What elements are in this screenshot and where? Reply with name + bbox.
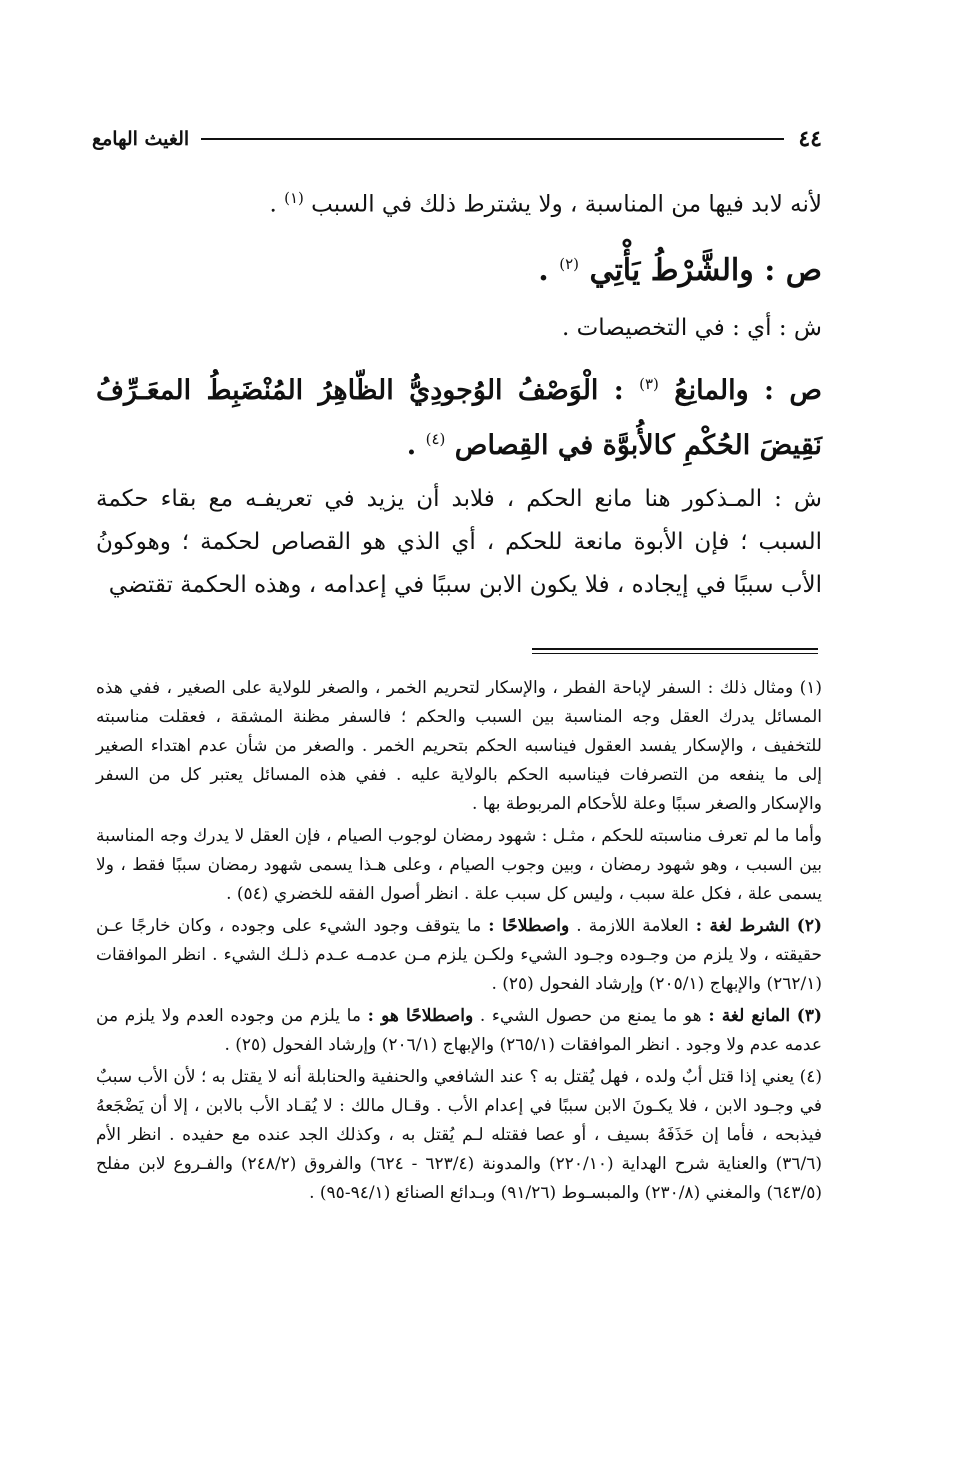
footnote-2-term: الشرط لغة : [695,916,790,936]
page-number: ٤٤ [798,126,822,152]
sharh-line-1: ش : أي : في التخصيصات . [562,314,822,341]
matn-prefix: ص : [764,252,822,288]
footnote-3-text-2: ما يلزم من وجوده العدم ولا يلزم من عدمه عدم ولا وجود . انظر الموافقات (٢٦٥/١) والإبهاج (٢٠٦/١) وإرشاد الفحول (٢٥) . [96,1006,822,1055]
footnote-2-number: (٢) [796,916,822,936]
footnote-3-number: (٣) [796,1006,823,1026]
main-line-1-end: . [269,191,277,218]
matn-prefix-2: ص : [764,374,822,406]
footnote-ref-2: (٢) [559,254,579,273]
matn-impediment [96,360,822,470]
footnote-1-part-2: وأما ما لم تعرف مناسبته للحكم ، مثـل : شهود رمضان لوجوب الصيام ، فإن العقل لا يدرك وجه المناسبة بين السبب ، وهو شهود رمضان ، وبين وجوب الصيام ، وعلى هـذا يسمى شهود رمضان سببًا فقط ، ولا يسمى علة ، فكل علة سبب ، وليس كل سبب علة . انظر أصول الفقه للخضري (٥٤) . [96,826,822,904]
footnote-2-text-1: العلامة اللازمة . [576,916,689,936]
main-text [96,178,822,619]
footnote-3-text-1: هو ما يمنع من حصول الشيء . [479,1006,702,1026]
main-line-1-text: لأنه لابد فيها من المناسبة ، ولا يشترط ذلك في السبب [311,191,822,218]
footnote-separator [532,648,818,654]
footnote-2-text-2: ما يتوقف وجود الشيء على وجوده ، وكان خارجًا عـن حقيقته ، ولا يلزم من وجـوده وجـود الشيء ولكـن يلزم مـن عدمـه عـدم ذلـك الشيء . انظر الموافقات (٢٦٢/١) والإبهاج (٢٠٥/١) وإرشاد الفحول (٢٥) . [96,916,822,994]
matn-impediment-text: : الْوَصْفُ الوُجودِيُّ الظّاهِرُ المُنْضَبِطُ المعَـرِّفُ نَقِيضَ الحُكْمِ كالأُبوَّة في القِصاص [96,374,822,461]
main-line-1 [96,178,822,225]
footnote-2-term-2: واصطلاحًا : [488,916,570,936]
footnote-3 [96,1002,822,1060]
book-title: الغيث الهامع [92,128,190,150]
footnote-4: (٤) يعني إذا قتل أبٌ ولده ، فهل يُقتل به ؟ عند الشافعي والحنفية والحنابلة أنه لا يقتل به ؛ لأن الأب سببٌ في وجـود الابن ، فلا يكـونَ الابن سببًا في إعدام الأب . وقـال مالك : لا يُقـاد الأب بالابن ، إلا أن يَضْجَعهُ فيذبحه ، فأما إن حَذَفَهُ بسيف ، أو عصا فقتله لـم يُقتل به ، وكذلك الجد عنده مع حفيده . انظر الأم (٣٦/٦) والعناية شرح الهداية (٢٢٠/١٠) والمدونة (٦٢٣/٤ - ٦٢٤) والفروق (٢٤٨/٢) والفـروع لابن مفلح (٦٤٣/٥) والمغني (٢٣٠/٨) والمبسـوط (٩١/٢٦) وبـدائع الصنائع (٩٤/١-٩٥) . [96,1067,822,1203]
footnote-ref-1: (١) [284,189,304,207]
matn-impediment-end: . [406,429,417,461]
footnote-3-term: المانع لغة : [708,1006,791,1026]
running-header [92,124,822,154]
matn-impediment-word: والمانِعُ [674,374,749,406]
sharh-paragraph: ش : المـذكور هنا مانع الحكم ، فلابد أن يزيد في تعريفـه مع بقاء حكمة السبب ؛ فإن الأبوة مانعة للحكم ، أي الذي هو القصاص لحكمة ؛ وهوكونُ الأب سببًا في إيجاده ، فلا يكون الابن سببًا في إعدامه ، وهذه الحكمة تقتضي [96,485,822,598]
footnote-ref-4: (٤) [425,429,446,448]
matn-condition [96,237,822,298]
header-rule [201,138,784,140]
footnote-2 [96,912,822,999]
footnote-ref-3: (٣) [639,374,659,393]
matn-condition-text: والشَّرْطُ يَأْتِي [589,252,754,288]
footnote-1-part-1: (١) ومثال ذلك : السفر لإباحة الفطر ، والإسكار لتحريم الخمر ، والصغر للولاية على الصغير ، ففي هذه المسائل يدرك العقل وجه المناسبة بين السبب والحكم ؛ فالسفر مظنة المشقة ، فعقلت مناسبته للتخفيف ، والإسكار يفسد العقول فيناسبه الحكم بتحريم الخمر . والصغر من شأن عدم اهتداء الصغير إلى ما ينفعه من التصرفات فيناسبه الحكم بالولاية عليه . ففي هذه المسائل يعتبر كل من السفر والإسكار والصغر سببًا وعلة للأحكام المربوطة بها . [96,678,822,814]
matn-condition-end: . [538,252,549,288]
footnotes [96,674,822,1211]
footnote-3-term-2: واصطلاحًا هو : [367,1006,474,1026]
